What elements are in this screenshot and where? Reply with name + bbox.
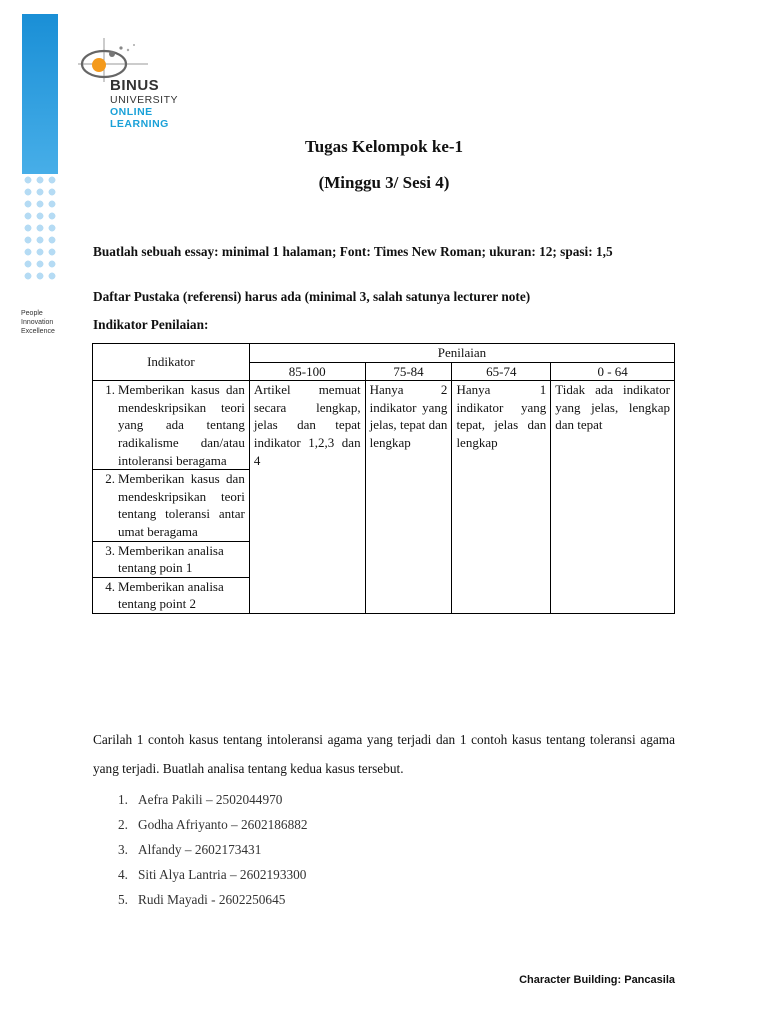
indicator-number: 2. [105, 471, 115, 487]
essay-instruction: Buatlah sebuah essay: minimal 1 halaman; Font: Times New Roman; ukuran: 12; spasi: 1,5 [93, 244, 613, 259]
page-title: Tugas Kelompok ke-1 [304, 137, 464, 156]
indicator-text: Memberikan analisa tentang point 2 [118, 578, 224, 612]
assessment-rubric-table [92, 343, 675, 614]
member-name: Alfandy – 2602173431 [138, 842, 262, 857]
member-name: Rudi Mayadi - 2602250645 [138, 892, 286, 907]
table-header-row [93, 344, 675, 363]
binus-logo [78, 38, 198, 138]
range-header: 65-74 [452, 362, 551, 381]
logo-binus: BINUS [110, 77, 160, 94]
member-list [93, 787, 308, 912]
range-header: 75-84 [365, 362, 452, 381]
member-name: Godha Afriyanto – 2602186882 [138, 817, 308, 832]
criteria-cell: Hanya 2 indikator yang jelas, tepat dan lengkap [365, 381, 452, 614]
member-name: Siti Alya Lantria – 2602193300 [138, 867, 307, 882]
indicator-text: Memberikan kasus dan mendeskripsikan teori tentang toleransi antar umat beragama [118, 471, 245, 539]
rubric-heading: Indikator Penilaian: [93, 317, 209, 332]
logo-mark-icon [78, 38, 148, 82]
range-header: 85-100 [249, 362, 365, 381]
reference-instruction: Daftar Pustaka (referensi) harus ada (minimal 3, salah satunya lecturer note) [93, 289, 531, 304]
indicator-number: 4. [105, 578, 115, 594]
indicator-cell [93, 541, 250, 577]
tagline [21, 309, 55, 336]
task-paragraph: Carilah 1 contoh kasus tentang intoleransi agama yang terjadi dan 1 contoh kasus tentang toleransi agama yang terjadi. Buatlah analisa tentang kedua kasus tersebut. [93, 732, 675, 776]
criteria-cell: Hanya 1 indikator yang tepat, jelas dan lengkap [452, 381, 551, 614]
table-row [93, 381, 675, 470]
member-number: 3. [118, 842, 128, 857]
range-header: 0 - 64 [551, 362, 675, 381]
indicator-cell [93, 577, 250, 613]
list-item [93, 887, 308, 912]
list-item [93, 837, 308, 862]
criteria-cell: Artikel memuat secara lengkap, jelas dan tepat indikator 1,2,3 dan 4 [249, 381, 365, 614]
logo-learning: LEARNING [110, 118, 169, 130]
list-item [93, 862, 308, 887]
logo-online: ONLINE [110, 106, 153, 118]
member-number: 4. [118, 867, 128, 882]
indicator-cell [93, 470, 250, 541]
assessment-header: Penilaian [249, 344, 674, 363]
member-number: 5. [118, 892, 128, 907]
tagline-line: Innovation [21, 319, 54, 326]
indicator-text: Memberikan analisa tentang poin 1 [118, 542, 224, 576]
criteria-cell: Tidak ada indikator yang jelas, lengkap dan tepat [551, 381, 675, 614]
page-subtitle: (Minggu 3/ Sesi 4) [318, 173, 450, 192]
footer-course-title: Character Building: Pancasila [519, 974, 675, 986]
member-name: Aefra Pakili – 2502044970 [138, 792, 283, 807]
indicator-header: Indikator [93, 344, 250, 381]
logo-wordmark [110, 78, 178, 130]
list-item [93, 812, 308, 837]
tagline-line: People [21, 310, 43, 317]
member-number: 1. [118, 792, 128, 807]
tagline-line: Excellence [21, 328, 55, 335]
indicator-number: 3. [105, 542, 115, 558]
member-number: 2. [118, 817, 128, 832]
indicator-cell [93, 381, 250, 470]
logo-university: UNIVERSITY [110, 94, 179, 106]
indicator-text: Memberikan kasus dan mendeskripsikan teori yang ada tentang radikalisme dan/atau intoleransi beragama [118, 382, 245, 468]
list-item [93, 787, 308, 812]
indicator-number: 1. [105, 382, 115, 398]
